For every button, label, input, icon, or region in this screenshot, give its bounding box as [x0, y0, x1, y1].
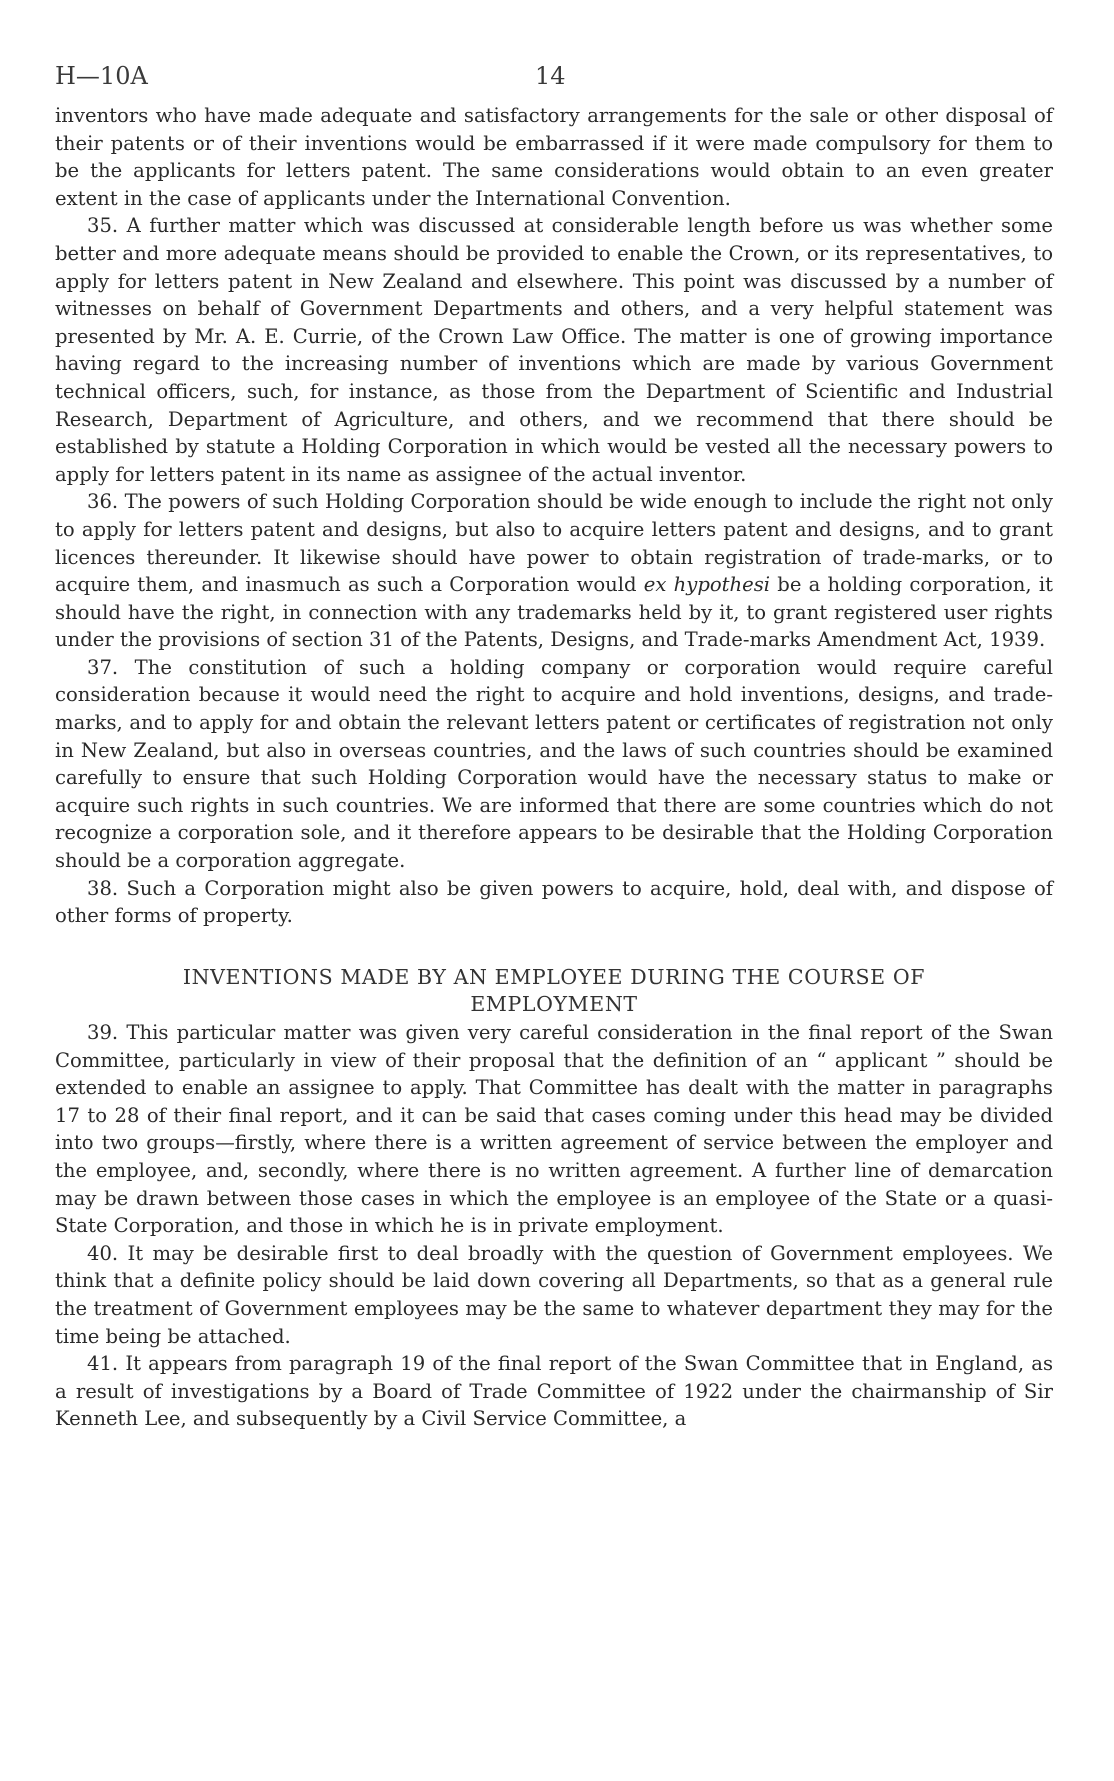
document-page: [55, 62, 1053, 1433]
paragraph-text: It may be desirable first to deal broadly with the question of Government employees. We think that a definite policy should be laid down covering all Departments, so that as a general rule the treatment of Government employees may be the same to whatever department they may for the time being be attached.: [55, 1241, 1054, 1348]
paragraph-text: It appears from paragraph 19 of the final report of the Swan Committee that in England, as a result of investigations by a Board of Trade Committee of 1922 under the chairmanship of Sir Kenneth Lee, and subsequently by a Civil Service Committee, a: [55, 1352, 1054, 1431]
paragraph-40: [55, 1240, 1053, 1350]
paragraph-text: The powers of such Holding Corporation should be wide enough to include the right not only to apply for letters patent and designs, but also to acquire letters patent and designs, and to grant licences thereunder. It likewise should have power to obtain registration of trade-marks, or to acquire them, and inasmuch as such a Corporation would: [55, 490, 1054, 597]
paragraph-number: 41.: [87, 1352, 119, 1376]
paragraph-37: [55, 654, 1053, 875]
section-heading: [55, 964, 1053, 1019]
paragraph-text: This particular matter was given very careful consideration in the final report of the Swan Committee, particularly in view of their proposal that the definition of an “ applicant ” should be extended to enable an assignee to apply. That Committee has dealt with the matter in paragraphs 17 to 28 of their final report, and it can be said that cases coming under this head may be divided into two groups—firstly, where there is a written agreement of service between the employer and the employee, and, secondly, where there is no written agreement. A further line of demarcation may be drawn between those cases in which the employee is an employee of the State or a quasi-State Corporation, and those in which he is in private employment.: [55, 1021, 1053, 1238]
document-reference: H—10A: [55, 62, 148, 90]
page-header: [55, 62, 1053, 102]
paragraph-text: inventors who have made adequate and satisfactory arrangements for the sale or other disposal of their patents or of their inventions would be embarrassed if it were made compulsory for them to be the applicants for letters patent. The same considerations would obtain to an even greater extent in the case of applicants under the International Convention.: [55, 104, 1053, 210]
italic-phrase: ex hypothesi: [643, 573, 771, 597]
paragraph-36: [55, 488, 1053, 654]
paragraph-number: 36.: [87, 490, 119, 514]
paragraph-39: [55, 1019, 1053, 1240]
section-heading-line-1: INVENTIONS MADE BY AN EMPLOYEE DURING THE COURSE OF: [182, 964, 926, 989]
paragraph-text: A further matter which was discussed at considerable length before us was whether some better and more adequate means should be provided to enable the Crown, or its representatives, to apply for letters patent in New Zealand and elsewhere. This point was discussed by a number of witnesses on behalf of Government Departments and others, and a very helpful statement was presented by Mr. A. E. Currie, of the Crown Law Office. The matter is one of growing importance having regard to the increasing number of inventions which are made by various Government technical officers, such, for instance, as those from the Department of Scientific and Industrial Research, Department of Agriculture, and others, and we recommend that there should be established by statute a Holding Corporation in which would be vested all the necessary powers to apply for letters patent in its name as assignee of the actual inventor.: [55, 214, 1054, 486]
paragraph-number: 35.: [87, 214, 119, 238]
paragraph-number: 37.: [87, 655, 119, 679]
paragraph-number: 38.: [87, 876, 119, 900]
section-heading-line-2: EMPLOYMENT: [470, 992, 638, 1017]
paragraph-text: be a holding corporation, it should have the right, in connection with any trademarks held by it, to grant registered user rights under the provisions of section 31 of the Patents, Designs, and Trade-marks Amendment Act, 1939.: [55, 573, 1053, 652]
paragraph-text: The constitution of such a holding company or corporation would require careful consideration because it would need the right to acquire and hold inventions, designs, and trade-marks, and to apply for and obtain the relevant letters patent or certificates of registration not only in New Zealand, but also in overseas countries, and the laws of such countries should be examined carefully to ensure that such Holding Corporation would have the necessary status to make or acquire such rights in such countries. We are informed that there are some countries which do not recognize a corporation sole, and it therefore appears to be desirable that the Holding Corporation should be a corporation aggregate.: [55, 655, 1053, 873]
paragraph-35: [55, 212, 1053, 488]
paragraph-38: [55, 875, 1053, 930]
paragraph-41: [55, 1350, 1053, 1433]
page-number: 14: [535, 62, 566, 90]
paragraph-continuation: [55, 102, 1053, 212]
paragraph-number: 40.: [87, 1241, 119, 1265]
paragraph-number: 39.: [87, 1021, 119, 1044]
paragraph-text: Such a Corporation might also be given powers to acquire, hold, deal with, and dispose of other forms of property.: [55, 876, 1053, 928]
